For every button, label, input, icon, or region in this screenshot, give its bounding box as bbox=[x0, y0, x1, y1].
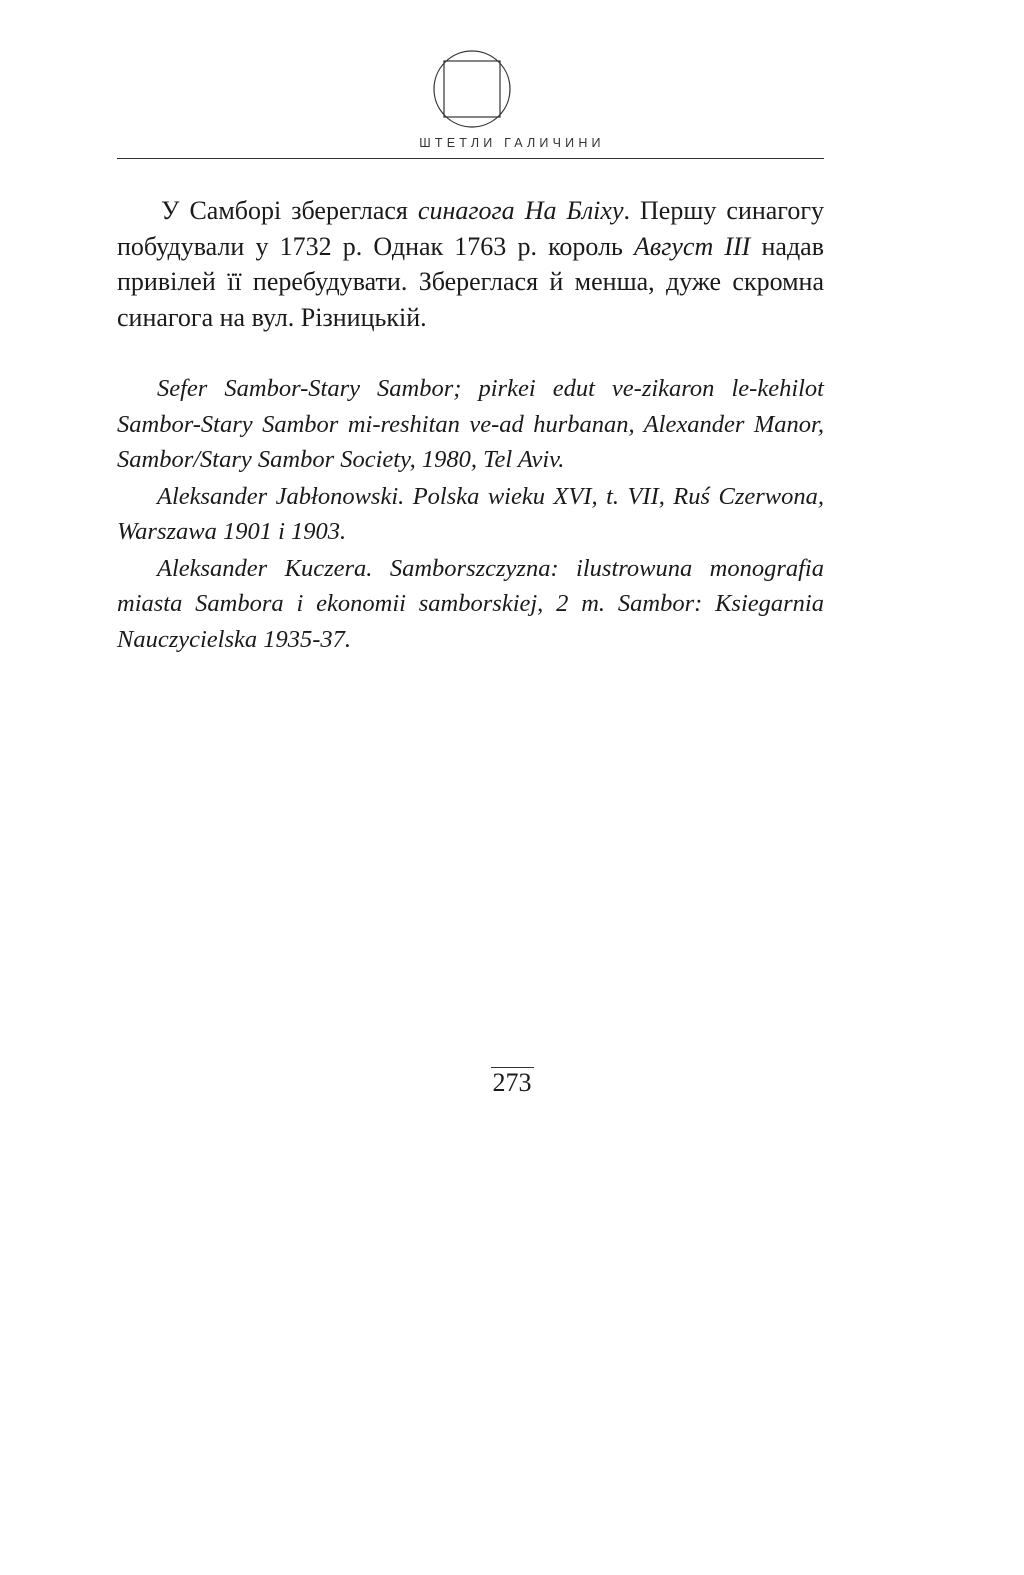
body-text-segment: . Першу синагогу побудували у 1732 р. Однак 1763 р. король bbox=[117, 196, 824, 261]
reference-item: Aleksander Jabłonowski. Polska wieku XVI, t. VII, Ruś Czerwona, Warszawa 1901 i 1903. bbox=[117, 482, 824, 545]
body-text-segment: надав привілей її перебудувати. Збереглася й менша, дуже скромна синагога на вул. Різницькій. bbox=[117, 231, 824, 332]
king-name: Август ІІІ bbox=[634, 231, 751, 261]
circle-square-emblem-icon bbox=[432, 49, 512, 129]
references-list bbox=[117, 371, 824, 658]
page-number bbox=[0, 1068, 1024, 1098]
body-text-segment: У Самборі збереглася bbox=[161, 196, 418, 225]
main-text bbox=[117, 193, 824, 335]
reference-item: Sefer Sambor-Stary Sambor; pirkei edut ve-zikaron le-kehilot Sambor-Stary Sambor mi-reshitan ve-ad hurbanan, Alexander Manor, Sambor/Stary Sambor Society, 1980, Tel Aviv. bbox=[117, 375, 824, 473]
page-number-value: 273 bbox=[492, 1068, 532, 1097]
reference-item: Aleksander Kuczera. Samborszczyzna: ilustrowuna monografia miasta Sambora i ekonomii samborskiej, 2 m. Sambor: Ksiegarnia Nauczycielska 1935-37. bbox=[117, 554, 824, 653]
body-paragraph bbox=[117, 193, 824, 335]
synagogue-name: синагога На Бліху bbox=[417, 196, 624, 225]
header-rule bbox=[117, 158, 824, 159]
running-header-title: ШТЕТЛИ ГАЛИЧИНИ bbox=[419, 136, 605, 150]
